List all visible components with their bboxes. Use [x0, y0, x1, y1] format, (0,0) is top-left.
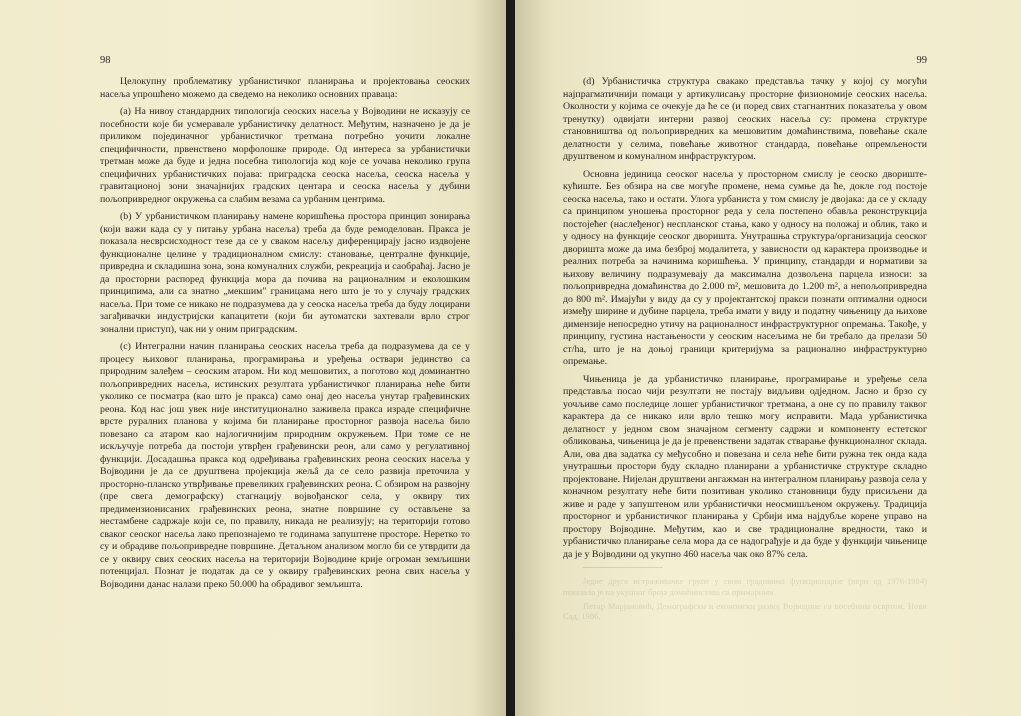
paragraph: (c) Интегрални начин планирања сеоских насеља треба да подразумева да се у процесу њиховог планирања, програмирања и уређења оствари јединство са природним залеђем – сеоским атаром. Ни код мешовитих, а поготово код доминантно пољопривредних насеља, истинских резултата урбанистичког планирања неће бити уколико се посматра (као што је пракса) само онај део насеља унутар грађевинских реона. Код нас још увек није институционално заживела пракса израде специфичне врсте руралних планова у којима би планирање просторног развоја насеља било повезано са атаром као најлогичнијим природним окружењем. При томе се не искључује потреба да постоји утврђен грађевински реон, али само у регулативној функцији. Досадашња пракса код одређивања грађевинских реона сеоских насеља у Војводини је да се друштвена пројекција жељâ да се село развија преточила у просторно-планско утврђивање превеликих грађевинских реона. С обзиром на развојну (пре свега демографску) стагнацију војвођанског села, у оквиру тих предимензионисаних грађевинских реона, знатне површине су остављене за нестамбене садржаје који се, по правилу, никада не реализују; на територији готово сваког сеоског насеља лако препознајемо те годинама запуштене просторе. Неретко то су и обрадиве пољопривредне површине. Детаљном анализом могло би се утврдити да се у оквиру свих сеоских насеља на територији Војводине крије огроман земљишни потенцијал. Познат је податак да се у оквиру грађевинских реона свих насеља у Војводини данас налази преко 50.000 ha обрадивог земљишта.: [100, 341, 470, 590]
paragraph: Целокупну проблематику урбанистичког планирања и пројектовања сеоских насеља упрошћено можемо да сведемо на неколико основних правaца:: [100, 76, 470, 100]
paragraph: (d) Урбанистичка структура свакако представља тачку у којој су могући најпрагматичнији помаци у артикулисању просторне физиономије сеоских насеља. Околности у којима се очекује да ће се (и поред свих стагнантних показатеља у овом тренутку) одвијати интерни развој сеоских насеља су: промена структуре становништва од пољопривредних ка мешовитим домаћинствима, повећање скале делатности у селима, повећање животног стандарда, повећање опремљености друштвеном и комуналном инфраструктуром.: [563, 76, 927, 162]
footnote: Једне друге истраживачке групе у свим градовима функционарне (пери од 1976-1984) показала је на укупног броја домаћинстава са примарним: [563, 576, 927, 597]
paragraph: Чињеница је да урбанистичко планирање, програмирање и уређење села представља посао чији резултати не постају видљиви одједном. Јасно и брзо су уочљиве само последице лошег урбанистичког третмана, а оне су по правилу таквог карактера да се никако или врло тешко могу исправити. Мада урбанистичка делатност у једном свом значајном сегменту садржи и компоненту естетског обликовања, чињеница је да је превенствени задатак стварање функционалног склада. Али, ова два задатка су међусобно и повезана и села неће бити ружна тек онда када унутрашњи простори буду складно планирани а урбанистичке структуре складно пројектоване. Нијелан друштвени ангажман на интегралном планирању развоја села у коначном резултату неће бити позитиван уколико становници буду присиљени да живе и раде у запуштеном или урбанистички неосмишљеном окружењу. Традиција просторног и урбанистичког планирања у Србији има најдубље корене управо на простору Војводине. Међутим, као и све традиционалне вредности, тако и урбанистичко планирање села мора да се надограђује и да буде у функцији чињенице да је у Војводини од укупно 460 насеља чак око 87% села.: [563, 373, 927, 560]
page-number: 99: [916, 55, 927, 66]
right-page: [515, 0, 1021, 716]
body-text: [100, 76, 470, 591]
footnote: Петар Марјановић, Демографски и економски развој Војводине са посебним освртом, Нови Сад, 1986.: [563, 600, 927, 622]
body-text: [563, 76, 927, 561]
show-through-footnotes: [563, 567, 927, 622]
paragraph: (а) На нивоу стандардних типологија сеоских насеља у Војводини не исказују се посебности које би усмеравале урбанистичку делатност. Међутим, назначено је да је приликом појединачног урбанистичког третмана потребно уочити локалне специфичности, првенствено морфолошке природе. Од интереса за урбанистички третман може да буде и једна посебна типологија код које се уочава неколико група специфичних урбанистичких појава: приградска сеоска насеља, сеоска насеља у гравитационој зони значајнијих градских центара и сеоска насеља у дубини пољопривредног окружења са слабим везама са урбаним центрима.: [100, 106, 470, 205]
footnote-divider: [583, 567, 663, 568]
page-number: 98: [100, 55, 111, 66]
paragraph: (b) У урбанистичком планирању намене коришћења простора принцип зонирања (који важи када су у питању урбана насеља) треба да буде ремоделован. Пракса је показала несврсисходност тезе да се у сваком насељу диференцирају јасно издвојене функционалне целине у традиционалном смислу: становање, централне функције, привредна и складишна зона, зона комуналних служби, рекреација и саобраћај. Јасно је да просторни распоред функција мора да почива на рационалним и еколошким принципима, али са знатно „мекшим" границама него што је то у случају градских насеља. При томе се никако не подразумева да у сеоска насеља треба да буду лоцирани загађивачки индустријски капацитети (који би аутоматски захтевали врло строг зонални приступ), чак ни у оним приградским.: [100, 211, 470, 335]
paragraph: Основна јединица сеоског насеља у просторном смислу је сеоско двориште-кућиште. Без обзира на све могуће промене, нема сумње да ће, докле год постоје сеоска насеља, тако и остати. Улога урбаниста у том смислу је двојака: да се у складу са принципом уношења просторног реда у села постепено обавља реконструкција постојећег (наслеђеног) неспланског стања, како у односу на положај и облик, тако и у односу на функције сеоског дворишта. Унутрашња структура/организација сеоског дворишта може да има безброј модалитета, у зависности од карактера производње и реалних потреба за начинима коришћења. У принципу, стандарди и нормативи за њихову величину подразумевају да максимална дозвољена парцела износи: за пољопривредна домаћинства до 2.000 m², мешовита до 1.200 m², а непољопривредна до 800 m². Имајући у виду да су у пројектантској пракси познати оптимални односи између ширине и дубине парцела, треба имати у виду и податну чињеницу да њихове димензије непосредно утичу на рационалност инфраструктурног опремања. Такође, у принципу, густина настањености у сеоским насељима не би требало да прелази 50 ст/ha, што је на доњој граници критеријума за рационално инфраструктурно опремање.: [563, 168, 927, 367]
left-page: [0, 0, 506, 716]
